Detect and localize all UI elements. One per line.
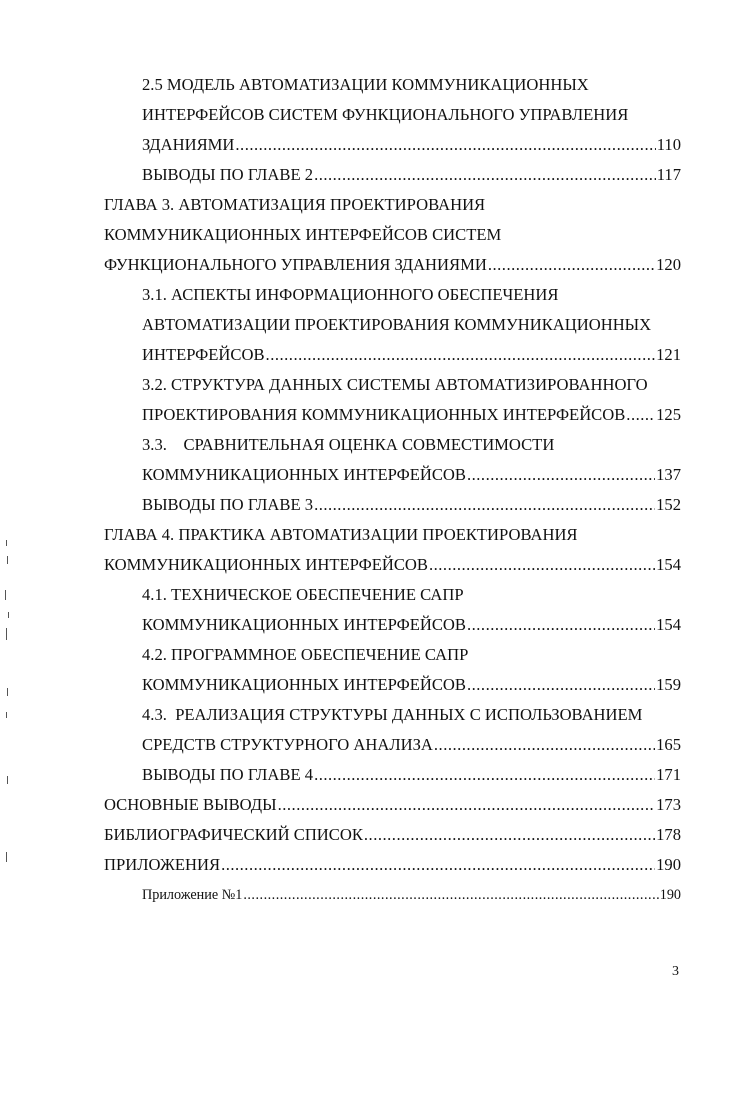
toc-entry bbox=[142, 882, 681, 908]
toc-entry bbox=[142, 102, 628, 128]
toc-page-number: 121 bbox=[656, 345, 681, 364]
toc-entry bbox=[104, 552, 681, 578]
toc-entry bbox=[104, 192, 485, 218]
dot-leader bbox=[488, 252, 655, 278]
toc-page-number: 154 bbox=[656, 615, 681, 634]
dot-leader bbox=[314, 762, 655, 788]
toc-entry bbox=[142, 402, 681, 428]
toc-entry bbox=[142, 492, 681, 518]
toc-entry bbox=[142, 762, 681, 788]
toc-entry bbox=[142, 342, 681, 368]
toc-entry bbox=[142, 612, 681, 638]
toc-entry bbox=[142, 732, 681, 758]
toc-entry-title: Приложение №1 bbox=[142, 887, 243, 903]
toc-entry bbox=[104, 822, 681, 848]
toc-entry-title: 4.2. ПРОГРАММНОЕ ОБЕСПЕЧЕНИЕ САПР bbox=[142, 645, 469, 664]
toc-page-number: 117 bbox=[656, 165, 681, 184]
toc-entry bbox=[104, 522, 578, 548]
toc-page-number: 125 bbox=[656, 405, 681, 424]
dot-leader bbox=[626, 402, 655, 428]
toc-page-number: 120 bbox=[656, 255, 681, 274]
toc-entry-title: ВЫВОДЫ ПО ГЛАВЕ 3 bbox=[142, 495, 314, 514]
dot-leader bbox=[278, 792, 656, 818]
dot-leader bbox=[221, 852, 655, 878]
toc-entry bbox=[142, 642, 468, 668]
toc-page-number: 137 bbox=[656, 465, 681, 484]
toc-entry-title: ПРОЕКТИРОВАНИЯ КОММУНИКАЦИОННЫХ ИНТЕРФЕЙСОВ bbox=[142, 405, 626, 424]
toc-entry bbox=[142, 282, 558, 308]
toc-entry-title: ФУНКЦИОНАЛЬНОГО УПРАВЛЕНИЯ ЗДАНИЯМИ bbox=[104, 255, 487, 274]
toc-page-number: 190 bbox=[659, 887, 681, 903]
toc-entry bbox=[104, 852, 681, 878]
toc-entry bbox=[142, 582, 464, 608]
dot-leader bbox=[266, 342, 656, 368]
toc-page-number: 171 bbox=[656, 765, 681, 784]
toc-entry-title: 3.3. СРАВНИТЕЛЬНАЯ ОЦЕНКА СОВМЕСТИМОСТИ bbox=[142, 435, 555, 454]
toc-entry bbox=[142, 372, 648, 398]
toc-entry-title: КОММУНИКАЦИОННЫХ ИНТЕРФЕЙСОВ bbox=[104, 555, 428, 574]
dot-leader bbox=[314, 162, 656, 188]
toc-page-number: 178 bbox=[656, 825, 681, 844]
toc-entry-title: ПРИЛОЖЕНИЯ bbox=[104, 855, 221, 874]
dot-leader bbox=[467, 672, 655, 698]
toc-entry-title: КОММУНИКАЦИОННЫХ ИНТЕРФЕЙСОВ bbox=[142, 675, 466, 694]
toc-entry-title: ЗДАНИЯМИ bbox=[142, 135, 235, 154]
dot-leader bbox=[467, 612, 655, 638]
toc-entry-title: СРЕДСТВ СТРУКТУРНОГО АНАЛИЗА bbox=[142, 735, 433, 754]
toc-entry-title: КОММУНИКАЦИОННЫХ ИНТЕРФЕЙСОВ bbox=[142, 615, 466, 634]
toc-entry-title: ВЫВОДЫ ПО ГЛАВЕ 4 bbox=[142, 765, 314, 784]
toc-entry-title: ВЫВОДЫ ПО ГЛАВЕ 2 bbox=[142, 165, 314, 184]
dot-leader bbox=[364, 822, 655, 848]
toc-entry-title: ИНТЕРФЕЙСОВ bbox=[142, 345, 265, 364]
toc-entry bbox=[104, 222, 501, 248]
toc-page-number: 110 bbox=[656, 135, 681, 154]
toc-page-number: 154 bbox=[656, 555, 681, 574]
toc-entry-title: ГЛАВА 3. АВТОМАТИЗАЦИЯ ПРОЕКТИРОВАНИЯ bbox=[104, 195, 486, 214]
toc-entry-title: 3.2. СТРУКТУРА ДАННЫХ СИСТЕМЫ АВТОМАТИЗИРОВАННОГО bbox=[142, 375, 648, 394]
toc-entry-title: КОММУНИКАЦИОННЫХ ИНТЕРФЕЙСОВ СИСТЕМ bbox=[104, 225, 502, 244]
dot-leader bbox=[434, 732, 655, 758]
dot-leader bbox=[235, 132, 655, 158]
toc-entry bbox=[142, 72, 589, 98]
toc-entry-title: 3.1. АСПЕКТЫ ИНФОРМАЦИОННОГО ОБЕСПЕЧЕНИЯ bbox=[142, 285, 559, 304]
toc-entry bbox=[104, 252, 681, 278]
toc-entry-title: КОММУНИКАЦИОННЫХ ИНТЕРФЕЙСОВ bbox=[142, 465, 466, 484]
toc-entry-title: 4.3. РЕАЛИЗАЦИЯ СТРУКТУРЫ ДАННЫХ С ИСПОЛЬЗОВАНИЕМ bbox=[142, 705, 643, 724]
toc-entry-title: 4.1. ТЕХНИЧЕСКОЕ ОБЕСПЕЧЕНИЕ САПР bbox=[142, 585, 464, 604]
toc-entry-title: 2.5 МОДЕЛЬ АВТОМАТИЗАЦИИ КОММУНИКАЦИОННЫХ bbox=[142, 75, 589, 94]
dot-leader bbox=[243, 882, 658, 908]
dot-leader bbox=[467, 462, 655, 488]
toc-entry-title: ОСНОВНЫЕ ВЫВОДЫ bbox=[104, 795, 277, 814]
toc-entry bbox=[142, 672, 681, 698]
toc-entry-title: БИБЛИОГРАФИЧЕСКИЙ СПИСОК bbox=[104, 825, 363, 844]
toc-entry bbox=[142, 462, 681, 488]
toc-entry bbox=[142, 702, 642, 728]
toc-entry-title: АВТОМАТИЗАЦИИ ПРОЕКТИРОВАНИЯ КОММУНИКАЦИОННЫХ bbox=[142, 315, 652, 334]
toc-entry-title: ИНТЕРФЕЙСОВ СИСТЕМ ФУНКЦИОНАЛЬНОГО УПРАВЛЕНИЯ bbox=[142, 105, 629, 124]
toc-page-number: 159 bbox=[656, 675, 681, 694]
page-number: 3 bbox=[672, 964, 679, 979]
toc-entry bbox=[142, 162, 681, 188]
toc-entry-title: ГЛАВА 4. ПРАКТИКА АВТОМАТИЗАЦИИ ПРОЕКТИРОВАНИЯ bbox=[104, 525, 578, 544]
toc-entry bbox=[142, 132, 681, 158]
dot-leader bbox=[429, 552, 655, 578]
dot-leader bbox=[314, 492, 655, 518]
toc-entry bbox=[142, 432, 554, 458]
toc-page-number: 190 bbox=[656, 855, 681, 874]
toc-entry bbox=[142, 312, 651, 338]
toc-entry bbox=[104, 792, 681, 818]
toc-page-number: 165 bbox=[656, 735, 681, 754]
toc-page-number: 152 bbox=[656, 495, 681, 514]
toc-page-number: 173 bbox=[656, 795, 681, 814]
